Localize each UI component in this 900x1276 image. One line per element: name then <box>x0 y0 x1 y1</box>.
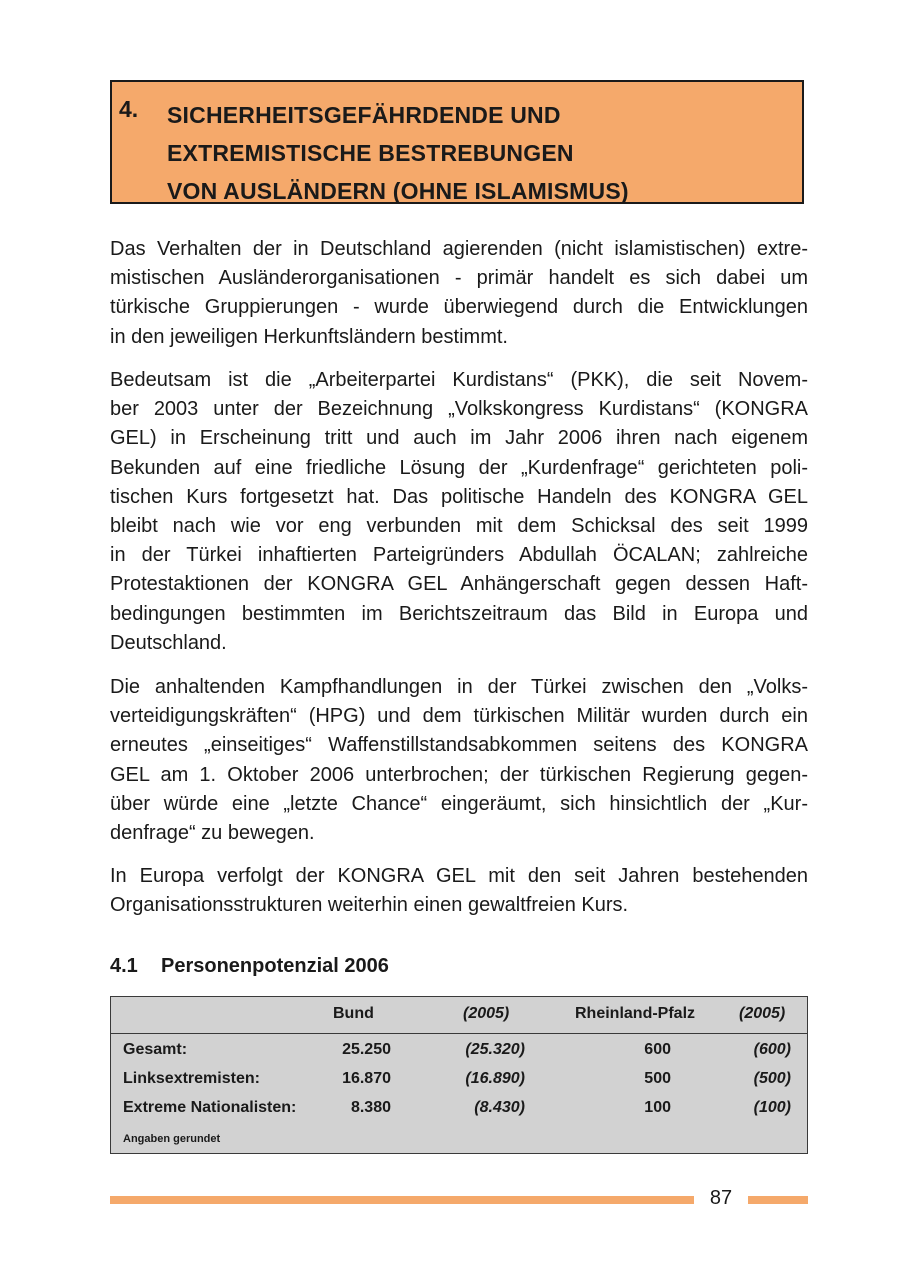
cell-rlp-2005: (500) <box>753 1070 791 1087</box>
text-line: Bekunden auf eine friedliche Lösung der „Kurdenfrage“ gerichteten poli- <box>110 456 808 479</box>
footer-accent-bar <box>110 1196 694 1204</box>
text-line: In Europa verfolgt der KONGRA GEL mit den seit Jahren bestehenden <box>110 865 808 887</box>
person-potential-table <box>110 996 808 1154</box>
row-label: Linksextremisten: <box>123 1070 260 1087</box>
text-line: türkische Gruppierungen - wurde überwiegend durch die Entwicklungen <box>110 296 808 319</box>
header-rlp: Rheinland-Pfalz <box>575 1005 696 1022</box>
section-number: 4.1 <box>110 955 138 977</box>
text-line: in den jeweiligen Herkunftsländern bestimmt. <box>110 325 508 348</box>
text-line: bedingungen bestimmten im Berichtszeitraum das Bild in Europa und <box>110 602 808 625</box>
cell-bund-2005: (25.320) <box>465 1041 525 1058</box>
header-bund-2005: (2005) <box>463 1005 510 1022</box>
text-line: mistischen Ausländerorganisationen - primär handelt es sich dabei um <box>110 267 808 290</box>
chapter-title-line: SICHERHEITSGEFÄHRDENDE UND <box>167 102 561 128</box>
row-label: Gesamt: <box>123 1041 188 1058</box>
text-line: Die anhaltenden Kampfhandlungen in der Türkei zwischen den „Volks- <box>110 676 808 698</box>
header-divider <box>111 1033 807 1034</box>
cell-rlp-2005: (100) <box>753 1099 791 1116</box>
chapter-number: 4. <box>119 96 139 122</box>
text-line: Deutschland. <box>110 631 227 654</box>
text-line: denfrage“ zu bewegen. <box>110 822 315 845</box>
cell-bund-2005: (16.890) <box>465 1070 525 1087</box>
footer-accent-bar <box>748 1196 808 1204</box>
chapter-title-line: EXTREMISTISCHE BESTREBUNGEN <box>167 140 574 166</box>
cell-rlp: 100 <box>644 1099 671 1116</box>
chapter-heading-box <box>110 80 804 204</box>
chapter-title-line: VON AUSLÄNDERN (OHNE ISLAMISMUS) <box>167 178 629 204</box>
text-line: GEL am 1. Oktober 2006 unterbrochen; der türkischen Regierung gegen- <box>110 763 808 786</box>
cell-rlp: 600 <box>644 1041 671 1058</box>
cell-rlp: 500 <box>644 1070 671 1087</box>
section-title: Personenpotenzial 2006 <box>161 955 389 977</box>
text-line: über würde eine „letzte Chance“ eingeräumt, sich hinsichtlich der „Kur- <box>110 792 808 815</box>
text-line: Organisationsstrukturen weiterhin einen gewaltfreien Kurs. <box>110 894 629 917</box>
cell-bund-2005: (8.430) <box>474 1099 525 1116</box>
header-rlp-2005: (2005) <box>739 1005 786 1022</box>
cell-rlp-2005: (600) <box>753 1041 791 1058</box>
paragraph-hpg <box>110 673 808 848</box>
paragraph-europe <box>110 862 808 920</box>
cell-bund: 25.250 <box>342 1041 391 1058</box>
page-number: 87 <box>709 1187 733 1209</box>
section-heading <box>110 955 389 978</box>
text-line: GEL) in Erscheinung tritt und auch im Jahr 2006 ihren nach eigenem <box>110 427 808 450</box>
text-line: bleibt nach wie vor eng verbunden mit dem Schicksal des seit 1999 <box>110 515 808 538</box>
table-footnote: Angaben gerundet <box>123 1133 221 1145</box>
row-label: Extreme Nationalisten: <box>123 1099 297 1116</box>
header-bund: Bund <box>333 1005 374 1022</box>
cell-bund: 8.380 <box>350 1099 391 1116</box>
paragraph-intro <box>110 235 808 352</box>
text-line: tischen Kurs fortgesetzt hat. Das politische Handeln des KONGRA GEL <box>110 485 808 508</box>
text-line: ber 2003 unter der Bezeichnung „Volkskongress Kurdistans“ (KONGRA <box>110 398 808 421</box>
text-line: Bedeutsam ist die „Arbeiterpartei Kurdistans“ (PKK), die seit Novem- <box>110 369 808 391</box>
chapter-title <box>167 96 629 210</box>
text-line: in der Türkei inhaftierten Parteigründers Abdullah ÖCALAN; zahlreiche <box>110 544 808 567</box>
text-line: erneutes „einseitiges“ Waffenstillstandsabkommen seitens des KONGRA <box>110 734 808 757</box>
text-line: Das Verhalten der in Deutschland agierenden (nicht islamistischen) extre- <box>110 238 808 260</box>
text-line: Protestaktionen der KONGRA GEL Anhängerschaft gegen dessen Haft- <box>110 573 808 596</box>
paragraph-pkk <box>110 366 808 658</box>
cell-bund: 16.870 <box>342 1070 391 1087</box>
text-line: verteidigungskräften“ (HPG) und dem türkischen Militär wurden durch ein <box>110 705 808 728</box>
